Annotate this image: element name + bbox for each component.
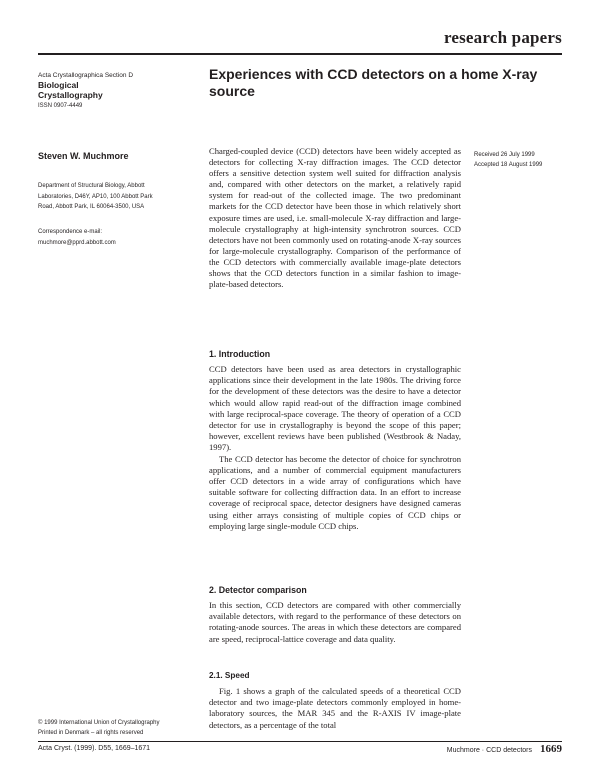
footer-citation: Acta Cryst. (1999). D55, 1669–1671: [38, 745, 151, 752]
footer-rule: [38, 741, 562, 742]
page-number: 1669: [540, 743, 562, 755]
affiliation-line: Department of Structural Biology, Abbott: [38, 183, 145, 189]
copyright-line1: © 1999 International Union of Crystallography: [38, 720, 160, 726]
journal-title: [38, 80, 178, 100]
journal-title-line1: Biological: [38, 80, 79, 90]
issn: ISSN 0907-4449: [38, 103, 83, 109]
speed-body: [209, 686, 461, 731]
comparison-paragraph-1: In this section, CCD detectors are compared with other commercially available detectors, with regard to the performance of these detectors on rotating-anode sources. The areas in which these detectors are compared are speed, reciprocal-lattice coverage and data quality.: [209, 600, 461, 644]
accepted-date: Accepted 18 August 1999: [474, 162, 543, 168]
running-head: Muchmore · CCD detectors: [446, 747, 532, 754]
running-section-title: research papers: [443, 28, 562, 47]
paper-title-line1: Experiences with CCD detectors on a home X-ray: [209, 66, 538, 82]
received-dates: [474, 150, 584, 170]
intro-paragraph-1: CCD detectors have been used as area detectors in crystallographic applications since their development in the late 1980s. The driving force for the development of these detectors was the desire to have a detector which would allow rapid read-out of the diffraction image combined with large reciprocal-space coverage. The theory of operation of a CCD detector for use in crystallography is beyond the scope of this paper; however, excellent reviews have been published (Westbrook & Naday, 1997).: [209, 364, 461, 453]
intro-paragraph-2: The CCD detector has become the detector of choice for synchrotron applications, and a number of commercial equipment manufacturers offer CCD detectors in a wide array of configurations which have suitable software for collecting diffraction data. In an effort to increase coverage of reciprocal space, detector designers have designed cameras using either arrays consisting of multiple copies of CCD chips or employing large single-module CCD chips.: [209, 453, 461, 531]
correspondence-label: Correspondence e-mail:: [38, 229, 103, 235]
intro-body: [209, 364, 461, 532]
copyright-line2: Printed in Denmark – all rights reserved: [38, 730, 144, 736]
paper-title-line2: source: [209, 83, 255, 99]
correspondence: [38, 227, 188, 248]
intro-heading: 1. Introduction: [209, 349, 271, 359]
header-rule: [38, 53, 562, 55]
footer-right: [447, 743, 562, 755]
comparison-body: [209, 600, 461, 645]
speed-heading: 2.1. Speed: [209, 671, 250, 680]
copyright-notice: [38, 718, 198, 738]
abstract: Charged-coupled device (CCD) detectors have been widely accepted as detectors for collecting X-ray diffraction images. The CCD detector offers a sensitive detection system well suited for diffraction analysis and, compared with other detectors on the market, a relatively rapid system for read-out of the collected image. The two predominant markets for the CCD detector have been those in which relatively short exposure times are used, i.e. small-molecule X-ray diffraction and large-molecule crystallography at high-intensity synchrotron sources. CCD detectors have not been commonly used on rotating-anode X-ray sources for large-molecule crystallography. Comparison of the performance of the CCD detectors with commercially available image-plate detectors shows that the CCD detectors function in a similar fashion to image-plate-based detectors.: [209, 146, 461, 290]
affiliation-line: Road, Abbott Park, IL 60064-3500, USA: [38, 204, 145, 210]
speed-paragraph-1: Fig. 1 shows a graph of the calculated speeds of a theoretical CCD detector and two image-plate detectors commonly employed in home-laboratory sources, the MAR 345 and the R-AXIS IV image-plate detectors, as a percentage of the total: [209, 686, 461, 730]
correspondence-email[interactable]: muchmore@pprd.abbott.com: [38, 239, 116, 246]
comparison-heading: 2. Detector comparison: [209, 585, 307, 595]
author-affiliation: [38, 181, 188, 213]
affiliation-line: Laboratories, D46Y, AP10, 100 Abbott Park: [38, 193, 153, 200]
author-name: Steven W. Muchmore: [38, 151, 129, 161]
paper-title: [209, 66, 559, 100]
received-date: Received 26 July 1999: [474, 152, 535, 158]
journal-series: Acta Crystallographica Section D: [38, 72, 134, 79]
journal-title-line2: Crystallography: [38, 90, 103, 100]
